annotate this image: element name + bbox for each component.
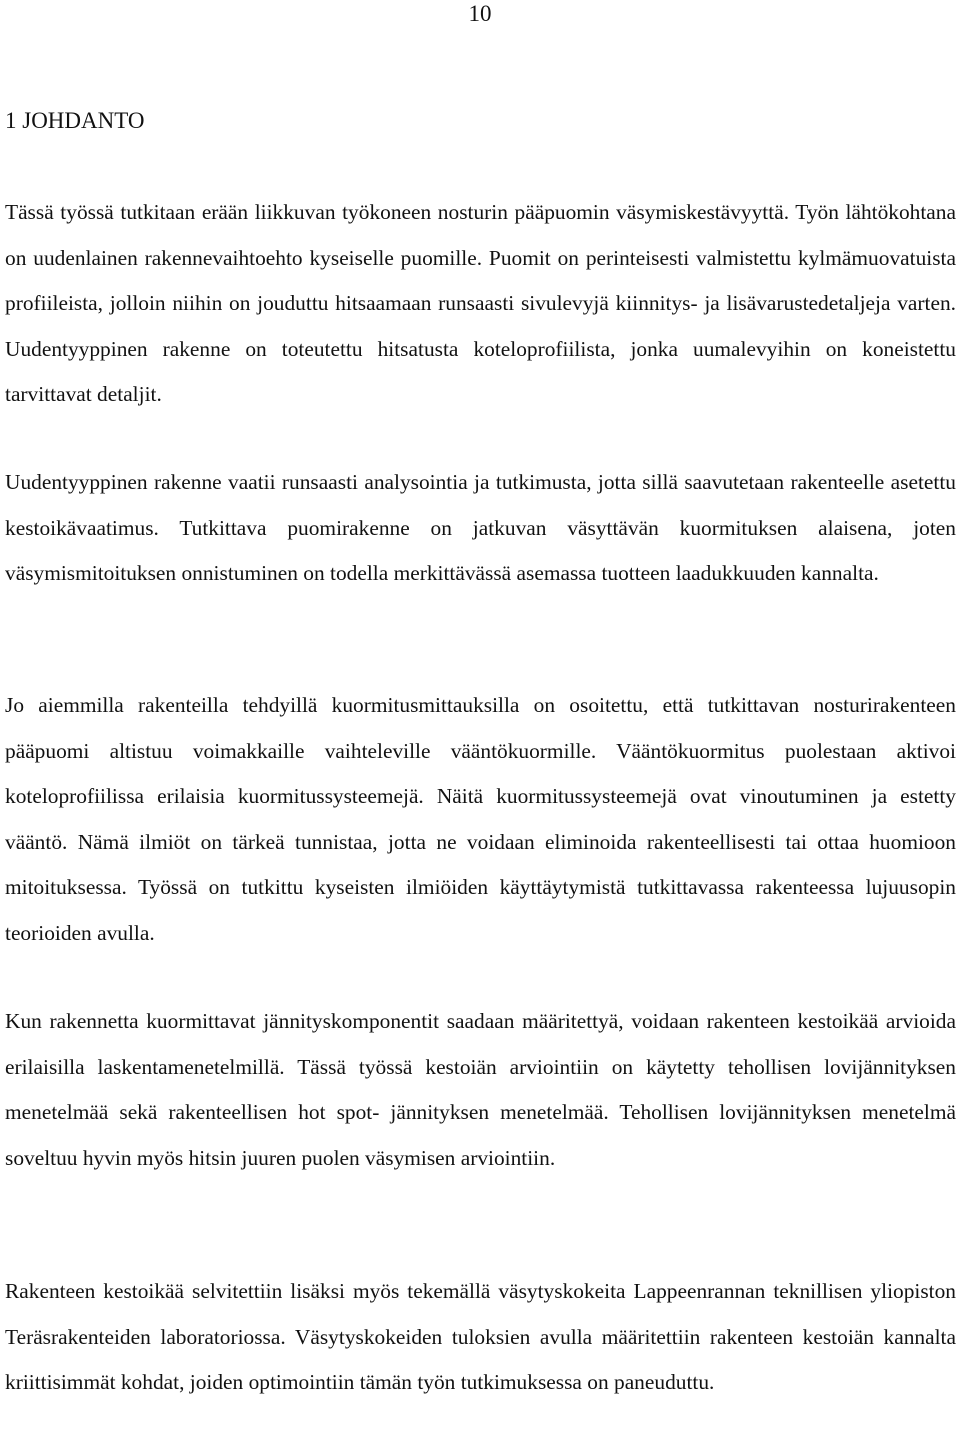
body-paragraph-3: Jo aiemmilla rakenteilla tehdyillä kuormitusmittauksilla on osoitettu, että tutkittavan nosturirakenteen pääpuomi altistuu voimakkaille vaihteleville vääntökuormille. Vääntökuormitus puolestaan aktivoi koteloprofiilissa erilaisia kuormitussysteemejä. Näitä kuormitussysteemejä ovat vinoutuminen ja estetty vääntö. Nämä ilmiöt on tärkeä tunnistaa, jotta ne voidaan eliminoida rakenteellisesti tai ottaa huomioon mitoituksessa. Työssä on tutkittu kyseisten ilmiöiden käyttäytymistä tutkittavassa rakenteessa lujuusopin teorioiden avulla. [5, 693, 956, 945]
body-paragraph-4: Kun rakennetta kuormittavat jännityskomponentit saadaan määritettyä, voidaan rakenteen kestoikää arvioida erilaisilla laskentamenetelmillä. Tässä työssä kestoiän arviointiin on käytetty tehollisen lovijännityksen menetelmää sekä rakenteellisen hot spot- jännityksen menetelmää. Tehollisen lovijännityksen menetelmä soveltuu hyvin myös hitsin juuren puolen väsymisen arviointiin. [5, 1009, 956, 1170]
body-paragraph-1: Tässä työssä tutkitaan erään liikkuvan työkoneen nosturin pääpuomin väsymiskestävyyttä. Työn lähtökohtana on uudenlainen rakennevaihtoehto kyseiselle puomille. Puomit on perinteisesti valmistettu kylmämuovatuista profiileista, jolloin niihin on jouduttu hitsaamaan runsaasti sivulevyjä kiinnitys- ja lisävarustedetaljeja varten. Uudentyyppinen rakenne on toteutettu hitsatusta koteloprofiilista, jonka uumalevyihin on koneistettu tarvittavat detaljit. [5, 200, 956, 407]
body-paragraph-5: Rakenteen kestoikää selvitettiin lisäksi myös tekemällä väsytyskokeita Lappeenrannan teknillisen yliopiston Teräsrakenteiden laboratoriossa. Väsytyskokeiden tuloksien avulla määritettiin rakenteen kestoiän kannalta kriittisimmät kohdat, joiden optimointiin tämän työn tutkimuksessa on paneuduttu. [5, 1279, 956, 1395]
body-paragraph-2: Uudentyyppinen rakenne vaatii runsaasti analysointia ja tutkimusta, jotta sillä saavutetaan rakenteelle asetettu kestoikävaatimus. Tutkittava puomirakenne on jatkuvan väsyttävän kuormituksen alaisena, joten väsymismitoituksen onnistuminen on todella merkittävässä asemassa tuotteen laadukkuuden kannalta. [5, 470, 956, 586]
chapter-heading: 1 JOHDANTO [5, 108, 145, 133]
page-number: 10 [468, 1, 492, 26]
